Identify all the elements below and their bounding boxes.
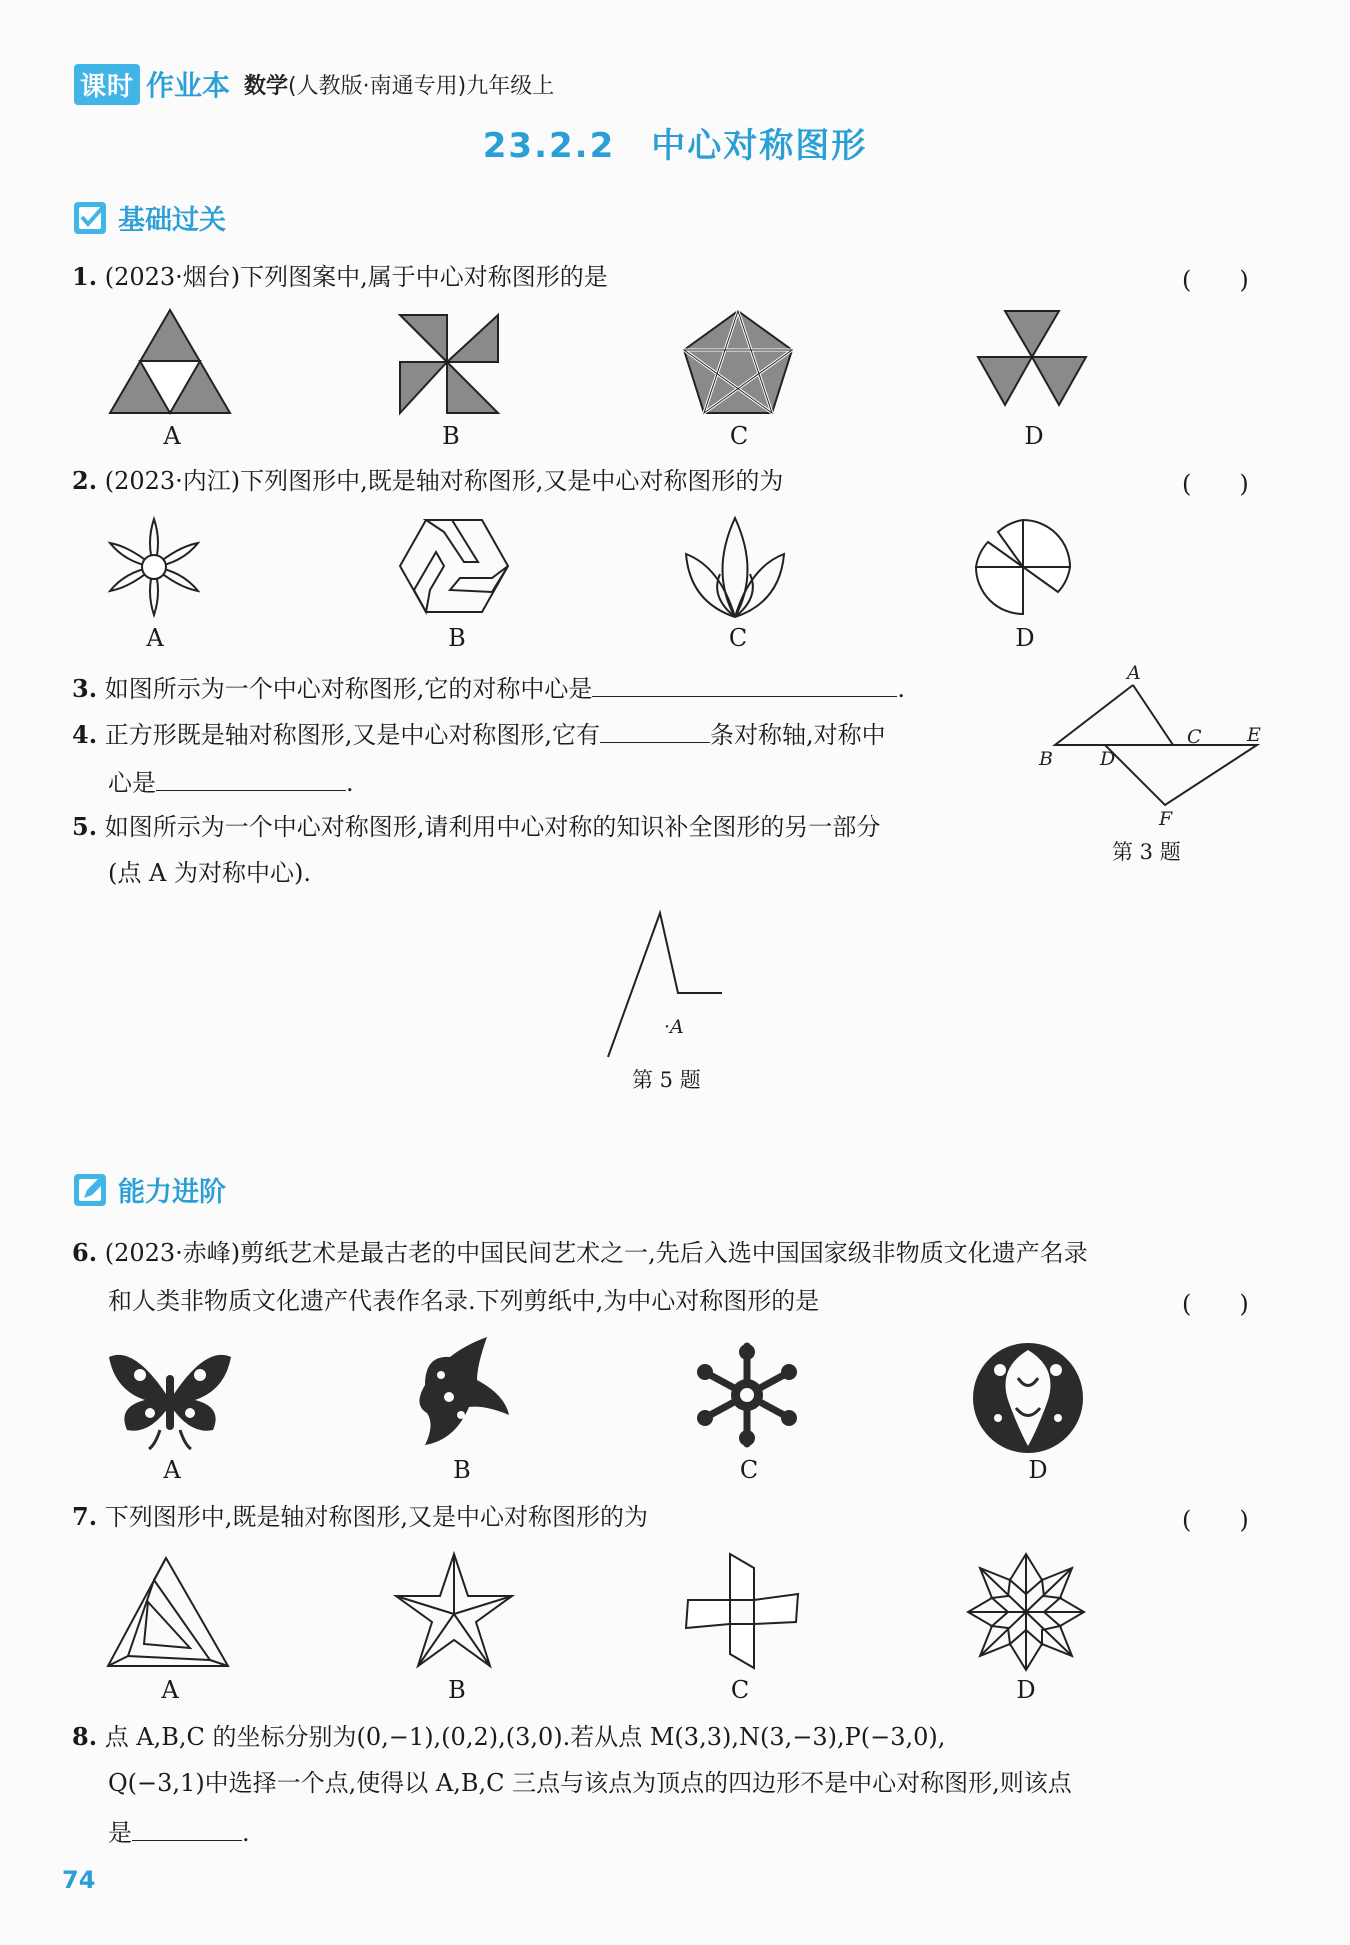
option-d[interactable]: D (1016, 1676, 1036, 1704)
label-a: A (1127, 662, 1141, 684)
question-text: 心是 (108, 769, 156, 797)
option-b[interactable]: B (448, 624, 466, 652)
q7-figure-c (680, 1550, 805, 1672)
page-number: 74 (62, 1866, 96, 1894)
option-c[interactable]: C (730, 1676, 750, 1704)
question-text: 如图所示为一个中心对称图形,请利用中心对称的知识补全图形的另一部分 (104, 813, 881, 841)
subject: 数学 (244, 73, 289, 99)
question-8 (72, 1720, 945, 1754)
section-title: 基础过关 (118, 205, 226, 236)
option-b[interactable]: B (448, 1676, 466, 1704)
question-text: 如图所示为一个中心对称图形,它的对称中心是 (104, 675, 593, 703)
label-f: F (1159, 808, 1173, 830)
q7-figure-b (392, 1550, 517, 1672)
q5-figure (600, 905, 730, 1065)
question-text: 是 (108, 1819, 132, 1847)
question-number: 6. (72, 1238, 98, 1267)
question-text: 下列图形中,既是轴对称图形,又是中心对称图形的为 (104, 1503, 648, 1531)
q1-figure-c (678, 305, 798, 420)
question-text: 点 A,B,C 的坐标分别为(0,−1),(0,2),(3,0).若从点 M(3,3),N(3,−3),P(−3,0), (104, 1723, 946, 1751)
q6-figure-b-bird (405, 1335, 515, 1450)
section-heading-basic (72, 198, 226, 237)
question-4-line2 (108, 762, 354, 800)
answer-blank-4b[interactable] (156, 762, 346, 791)
label-d: D (1100, 748, 1116, 770)
brand-name: 作业本 (146, 69, 231, 102)
q3-figure (1035, 662, 1275, 830)
option-a[interactable]: A (146, 624, 164, 652)
label-e: E (1247, 724, 1261, 746)
punctuation: . (897, 675, 905, 703)
question-4 (72, 714, 886, 752)
question-5-line2: (点 A 为对称中心). (108, 859, 311, 887)
answer-paren-2[interactable]: ( ) (1182, 470, 1249, 498)
q2-figure-c (680, 512, 790, 622)
q6-figure-a-butterfly (105, 1345, 235, 1455)
q1-figure-b (390, 305, 510, 420)
question-8-line3 (108, 1812, 250, 1850)
answer-blank-8[interactable] (132, 1812, 242, 1841)
question-text: 正方形既是轴对称图形,又是中心对称图形,它有 (104, 721, 600, 749)
question-6-line2: 和人类非物质文化遗产代表作名录.下列剪纸中,为中心对称图形的是 (108, 1287, 820, 1315)
question-number: 3. (72, 674, 98, 703)
option-d[interactable]: D (1015, 624, 1035, 652)
question-text: (2023·内江)下列图形中,既是轴对称图形,又是中心对称图形的为 (104, 467, 784, 495)
option-c[interactable]: C (739, 1456, 759, 1484)
option-c[interactable]: C (729, 422, 749, 450)
edition: (人教版·南通专用)九年级上 (288, 73, 555, 99)
question-8-line2: Q(−3,1)中选择一个点,使得以 A,B,C 三点与该点为顶点的四边形不是中心对称图形,则该点 (108, 1769, 1072, 1797)
question-3 (72, 668, 905, 706)
answer-blank-4a[interactable] (600, 714, 710, 743)
q7-figure-d (964, 1550, 1089, 1675)
q6-figure-d-fish (968, 1338, 1088, 1458)
header-subtitle (244, 69, 554, 100)
question-text: (2023·赤峰)剪纸艺术是最古老的中国民间艺术之一,先后入选中国国家级非物质文化遗产名录 (104, 1239, 1088, 1267)
q1-figure-a (100, 305, 240, 420)
label-b: B (1039, 748, 1053, 770)
question-2 (72, 464, 783, 498)
question-number: 8. (72, 1722, 98, 1751)
answer-paren-6[interactable]: ( ) (1182, 1290, 1249, 1318)
question-text: 条对称轴,对称中 (709, 721, 886, 749)
brand-logo: 课时 (74, 64, 140, 105)
section-heading-advanced (72, 1170, 226, 1209)
checkbox-icon (72, 199, 110, 237)
q2-figure-b (392, 512, 517, 622)
question-number: 2. (72, 466, 98, 495)
option-a[interactable]: A (163, 1456, 181, 1484)
question-number: 5. (72, 812, 98, 841)
punctuation: . (346, 769, 354, 797)
label-c: C (1187, 726, 1202, 748)
option-c[interactable]: C (728, 624, 748, 652)
option-a[interactable]: A (161, 1676, 179, 1704)
question-5 (72, 810, 880, 844)
question-6 (72, 1236, 1088, 1270)
question-1 (72, 260, 608, 294)
q1-figure-d (968, 305, 1098, 420)
option-a[interactable]: A (163, 422, 181, 450)
q2-figure-d (968, 512, 1078, 622)
q6-figure-c-snowflake (685, 1338, 810, 1453)
header-brand (74, 64, 554, 104)
question-number: 4. (72, 720, 98, 749)
answer-paren-1[interactable]: ( ) (1182, 266, 1249, 294)
question-text: (2023·烟台)下列图案中,属于中心对称图形的是 (104, 263, 608, 291)
pencil-icon (72, 1171, 110, 1209)
answer-paren-7[interactable]: ( ) (1182, 1506, 1249, 1534)
punctuation: . (242, 1819, 250, 1847)
option-d[interactable]: D (1024, 422, 1044, 450)
point-a-label: ·A (664, 1016, 684, 1038)
q2-figure-a (104, 515, 204, 620)
answer-blank-3[interactable] (592, 668, 897, 697)
question-number: 7. (72, 1502, 98, 1531)
question-number: 1. (72, 262, 98, 291)
option-d[interactable]: D (1028, 1456, 1048, 1484)
question-7 (72, 1500, 648, 1534)
section-title: 能力进阶 (118, 1177, 226, 1208)
page-title: 23.2.2 中心对称图形 (482, 126, 868, 166)
q5-figure-caption: 第 5 题 (632, 1068, 701, 1092)
q7-figure-a (104, 1552, 234, 1672)
option-b[interactable]: B (442, 422, 460, 450)
option-b[interactable]: B (453, 1456, 471, 1484)
q3-figure-caption: 第 3 题 (1112, 840, 1181, 864)
